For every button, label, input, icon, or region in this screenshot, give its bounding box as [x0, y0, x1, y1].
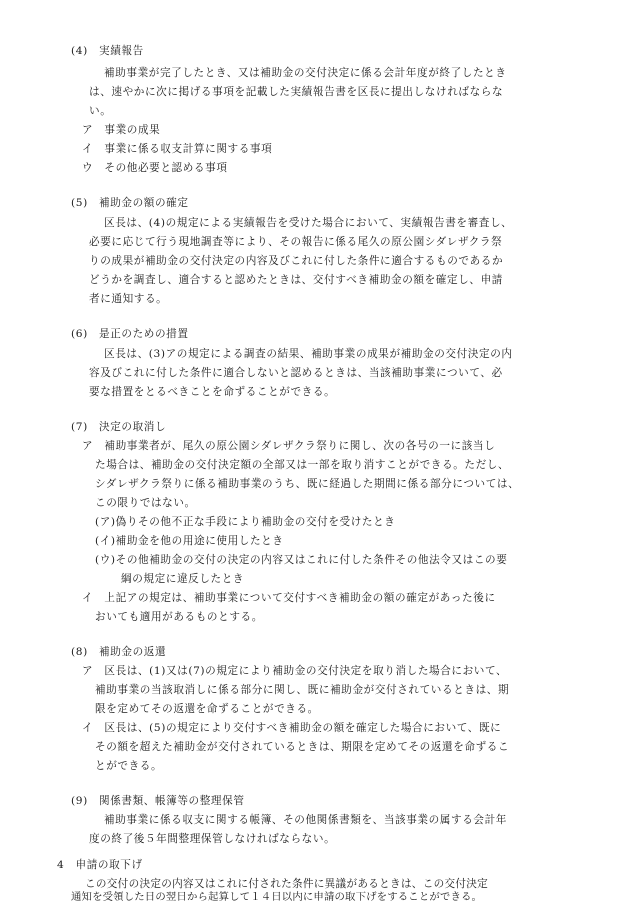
- section-heading: (8) 補助金の返還: [71, 646, 167, 658]
- paragraph-line: りの成果が補助金の交付決定の内容及びこれに付した条件に適合するものであるか: [89, 255, 504, 267]
- paragraph-line: この交付の決定の内容又はこれに付された条件に異議があるときは、この交付決定: [85, 878, 489, 890]
- paragraph-line: シダレザクラ祭りに係る補助事業のうち、既に経過した期間に係る部分については、: [95, 478, 520, 490]
- paragraph-line: 限を定めてその返還を命ずることができる。: [95, 703, 319, 715]
- section-heading: (6) 是正のための措置: [71, 328, 189, 340]
- paragraph-line: この限りではない。: [95, 497, 196, 509]
- section-heading: 4 申請の取下げ: [57, 859, 143, 871]
- list-item: ウ その他必要と認める事項: [82, 162, 228, 174]
- paragraph-line: とができる。: [95, 760, 163, 772]
- paragraph-line: 区長は、(4)の規定による実績報告を受けた場合において、実績報告書を審査し、: [104, 217, 513, 229]
- paragraph-line: 度の終了後５年間整理保管しなければならない。: [89, 833, 336, 845]
- paragraph-line: 必要に応じて行う現地調査等により、その報告に係る尾久の原公園シダレザクラ祭: [89, 236, 503, 248]
- list-item: イ 上記アの規定は、補助事業について交付すべき補助金の額の確定があった後に: [82, 592, 496, 604]
- paragraph-line: 通知を受領した日の翌日から起算して１４日以内に申請の取下げをすることができる。: [71, 891, 483, 903]
- section-heading: (4) 実績報告: [71, 45, 144, 57]
- paragraph-line: どうかを調査し、適合すると認めたときは、交付すべき補助金の額を確定し、申請: [89, 274, 503, 286]
- list-item: (ウ)その他補助金の交付の決定の内容又はこれに付した条件その他法令又はこの要: [95, 554, 508, 566]
- list-item: ア 事業の成果: [82, 124, 161, 136]
- paragraph-line: 者に通知する。: [89, 293, 168, 305]
- list-item: イ 事業に係る収支計算に関する事項: [82, 143, 273, 155]
- section-heading: (5) 補助金の額の確定: [71, 197, 189, 209]
- paragraph-line: 補助事業の当該取消しに係る部分に関し、既に補助金が交付されているときは、期: [95, 684, 510, 696]
- paragraph-line: た場合は、補助金の交付決定額の全部又は一部を取り消すことができる。ただし、: [95, 459, 510, 471]
- paragraph-line: 要な措置をとるべきことを命ずることができる。: [89, 386, 336, 398]
- paragraph-line: 補助事業に係る収支に関する帳簿、その他関係書類を、当該事業の属する会計年: [104, 814, 507, 826]
- list-item: (イ)補助金を他の用途に使用したとき: [95, 535, 284, 547]
- paragraph-line: その額を超えた補助金が交付されているときは、期限を定めてその返還を命ずるこ: [95, 741, 510, 753]
- paragraph-line: 補助事業が完了したとき、又は補助金の交付決定に係る会計年度が終了したとき: [104, 67, 507, 79]
- list-item: イ 区長は、(5)の規定により交付すべき補助金の額を確定した場合において、既に: [82, 722, 502, 734]
- list-item: (ア)偽りその他不正な手段により補助金の交付を受けたとき: [95, 516, 396, 528]
- paragraph-line: 綱の規定に違反したとき: [121, 573, 245, 585]
- list-item: ア 補助事業者が、尾久の原公園シダレザクラ祭りに関し、次の各号の一に該当し: [82, 440, 496, 452]
- paragraph-line: い。: [89, 105, 112, 117]
- paragraph-line: 区長は、(3)アの規定による調査の結果、補助事業の成果が補助金の交付決定の内: [104, 348, 513, 360]
- section-heading: (7) 決定の取消し: [71, 421, 167, 433]
- list-item: ア 区長は、(1)又は(7)の規定により補助金の交付決定を取り消した場合において、: [82, 665, 508, 677]
- section-heading: (9) 関係書類、帳簿等の整理保管: [71, 795, 245, 807]
- paragraph-line: は、速やかに次に掲げる事項を記載した実績報告書を区長に提出しなければならな: [89, 86, 504, 98]
- paragraph-line: 容及びこれに付した条件に適合しないと認めるときは、当該補助事業について、必: [89, 367, 503, 379]
- paragraph-line: おいても適用があるものとする。: [95, 611, 263, 623]
